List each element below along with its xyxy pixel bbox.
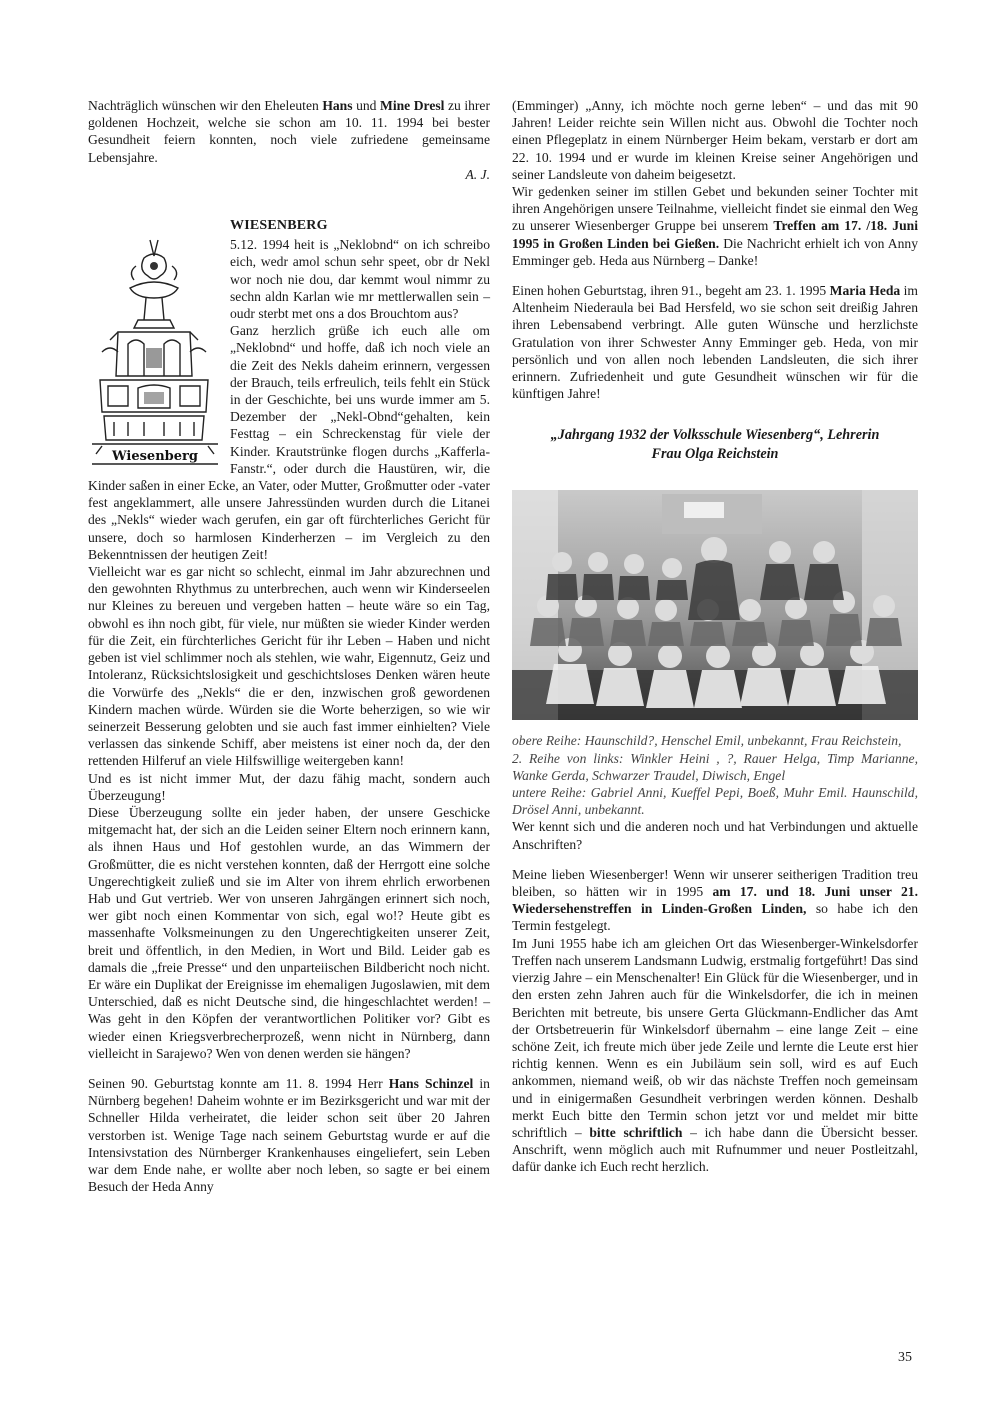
intro-signature-line bbox=[88, 166, 490, 183]
intro-paragraph: Nachträglich wünschen wir den Eheleuten Hans und Mine Dresl zu ihrer goldenen Hochzeit, welche sie schon am 10. 11. 1994 bei bester Gesundheit feiern konnten, noch viele zufriedene gemeinsame Lebensjahre. bbox=[88, 98, 490, 165]
photo-title bbox=[512, 426, 918, 464]
paragraph-meeting-date: Meine lieben Wiesenberger! Wenn wir unserer seitherigen Tradition treu bleiben, so hätten wir in 1995 am 17. und 18. Juni unser 21. Wiedersehenstreffen in Linden-Großen Linden, so habe ich den Termin festgelegt. bbox=[512, 866, 919, 934]
photo-title-line-2: Frau Olga Reichstein bbox=[651, 446, 779, 463]
right-column bbox=[512, 97, 918, 1176]
paragraph-courage: Und es ist nicht immer Mut, der dazu fähig macht, sondern auch Überzeugung! bbox=[88, 770, 490, 803]
paragraph-greeting: Ganz herzlich grüße ich euch alle om „Neklobnd“ und hoffe, daß ich noch viele an die Zeit des Nekls daheim erinnern, vergessen der Brauch, teils erfreulich, teils fehlt ein Stück in der Geschichte, bei uns wurde immer am 5. Dezember der „Nekl-Obnd“gehalten, kein Festtag – ein Schreckenstag für viele der Kinder. Krautstrünke flogen durchs „Kafferla-Fanstr.“, oder durch die Haustüren, wir, die Kinder saßen in einer Ecke, an Vater, oder Mutter, Großmutter oder -vater fest angeklammert, alle unsere Jahressünden wurden durch die Litanei des „Nekls“ wieder wach gerufen, ein gar oft fürchterliches Gericht für unsere, doch so harmlosen Kinderherzen – im Vergleich zu den Bekenntnissen der heutigen Zeit! bbox=[88, 323, 490, 562]
intro-signature: A. J. bbox=[465, 166, 490, 182]
paragraph-reflection: Vielleicht war es gar nicht so schlecht, einmal im Jahr abzurechnen und den gewohnten Rhythmus zu unterbrechen, auch wenn wir Kinderseelen nur Kleines zu bereuen und vergeben hatten – heute wäre so ein Tag, obwohl es ihn noch gibt, für viele, nur müßten sie wieder Kinder werden für die Zeit, ein fürchterliches Gericht für ihr Leben – Haben und nicht geben ist viel schlimmer noch als stehlen, wie wahr, Eigennutz, Geiz und Intoleranz, Rücksichtslosigkeit und geschichtsloses Denken wären heute die Vorwürfe des „Nekls“ die er den, inzwischen groß gewordenen Kindern machen würde. Würden sie die Worte beherzigen, so wie wir seinerzeit Besserung gelobten und sie auch fast immer einhielten? Viele verlassen das sinkende Schiff, aber meistens ist einer noch da, der den rettenden Hilferuf an viele Hilfswillige weitergeben kann! bbox=[88, 564, 490, 769]
paragraph-birthday-heda: Einen hohen Geburtstag, ihren 91., begeht am 23. 1. 1995 Maria Heda im Altenheim Niederaula bei Bad Hersfeld, wo sie schon seit dreißig Jahren ihren Lebensabend verbringt. Alle guten Wünsche und herzlichste Gratulation von ihrer Schwester Anny Emminger geb. Heda, von mir persönlich und von allen noch lebenden Landsleuten, die sich ihrer erinnern. Zufriedenheit und gute Gesundheit wünschen wir für die künftigen Jahre! bbox=[512, 283, 918, 402]
left-column bbox=[88, 97, 490, 1195]
paragraph-emminger: (Emminger) „Anny, ich möchte noch gerne leben“ – und das mit 90 Jahren! Leider reichte sein Willen nicht aus. Obwohl die Tochter noch einen Pflegeplatz in einem Nürnberger Heim bekam, verstarb er dort am 22. 10. 1994 und er wurde im kleinen Kreise seiner Angehörigen und seiner Landsleute von daheim beigesetzt. bbox=[512, 98, 918, 182]
caption-top-row: obere Reihe: Haunschild?, Henschel Emil, unbekannt, Frau Reichstein, bbox=[512, 733, 902, 749]
paragraph-anniversary: Im Juni 1955 habe ich am gleichen Ort das Wiesenberger-Winkelsdorfer Treffen nach unserem Landsmann Ludwig, erstmalig fortgeführt! Das sind vierzig Jahre – ein Menschenalter! Ein Glück für die Wiesenberger, und in den ersten zehn Jahren auch für die Winkelsdorfer, die ich in meinen Berichten mit betreute, bis unsere Gerta Glückmann-Endlicher das Amt der Ortsbetreuerin für Winkelsdorf übernahm – eine lange Zeit – eine schöne Zeit, ich freute mich über jede Zeile und lernte die Leute erst hier richtig kennen. Wenn es ein Jubiläum sein soll, wird es auf Euch ankommen, niemand weiß, ob wir das nächste Treffen noch gemeinsam und in einigermaßen Gesundheit verbringen werden können. Deshalb merkt Euch bitte den Termin schon jetzt vor und meldet mir bitte schriftlich – bitte schriftlich – ich habe dann die Übersicht besser. Anschrift, wenn möglich auch mit Rufnummer und neuer Postleitzahl, dafür danke ich Euch recht herzlich. bbox=[512, 935, 919, 1175]
paragraph-neklobnd: 5.12. 1994 heit is „Neklobnd“ on ich schreibo eich, wedr amol schun sehr speet, obr dr Nekl wor noch nie dou, dar kemmt woul nimmr zu sechn aldn Karlan wie mr mettlerwallen sein – oudr sterbt met ons a dos Brouchtom aus? bbox=[230, 237, 490, 322]
paragraph-remembrance: Wir gedenken seiner im stillen Gebet und bekunden seiner Tochter mit ihren Angehörigen unsere Teilnahme, vielleicht findet sie einmal den Weg zu unserer Wiesenberger Gruppe bei unserem Treffen am 17. /18. Juni 1995 in Großen Linden bei Gießen. Die Nachricht erhielt ich von Anny Emminger geb. Heda aus Nürnberg – Danke! bbox=[512, 184, 918, 268]
paragraph-birthday-schinzel: Seinen 90. Geburtstag konnte am 11. 8. 1994 Herr Hans Schinzel in Nürnberg begehen! Daheim wohnte er im Bezirksgericht und war mit der Schneller Hilda verheiratet, die leider schon seit über 20 Jahren verstorben ist. Wenige Tage nach seinem Geburtstag wurde er auf die Intensivstation des Nürnberger Krankenhauses eingeliefert, sein Leben war dem Ende nahe, er wollte aber noch leben, so sagte er bei einem Besuch der Heda Anny bbox=[88, 1075, 490, 1195]
caption-second-row: 2. Reihe von links: Winkler Heini , ?, Rauer Helga, Timp Marianne, Wanke Gerda, Schwarzer Traudel, Diwisch, Engel bbox=[512, 750, 918, 783]
section-heading-wiesenberg: WIESENBERG bbox=[230, 218, 328, 234]
paragraph-question: Wer kennt sich und die anderen noch und hat Verbindungen und aktuelle Anschriften? bbox=[512, 819, 918, 852]
wiesenberg-fountain-emblem bbox=[88, 236, 222, 466]
paragraph-conviction: Diese Überzeugung sollte ein jeder haben, der unsere Geschicke mitgemacht hat, der sich an die Leiden seiner Eltern noch erinnern kann, als ihnen Haus und Hof gestohlen wurde, an das Wimmern der Großmütter, die es nicht verstehen konnten, daß der Herrgott eine solche Ungerechtigkeit zuließ und sie im Alter von ihrem ehrlich erworbenen Hab und Gut vertrieb. Wer von unseren Jahrgängen erinnert sich noch, wer gibt noch einen Kommentar von sich, egal wo!? Heute gibt es massenhafte Volksmeinungen zu den Ungerechtigkeiten unserer Zeit, breit und öffentlich, in den Medien, in Wort und Bild. Leider gab es damals die „freie Presse“ und den unparteiischen Bildbericht noch nicht. Er wäre ein Duplikat der Ereignisse im ehemaligen Jugoslawien, mit dem Unterschied, daß es nicht Deutsche sind, die hingeschlachtet werden! – Was geht in den Köpfen der verantwortlichen Politiker vor? Gibt es wieder einen Kriegsverbrecherprozeß, wenn nicht in Nürnberg, dann vielleicht in Sarajewo? Wen von denen werden sie hängen? bbox=[88, 804, 490, 1061]
caption-bottom-row: untere Reihe: Gabriel Anni, Kueffel Pepi, Boeß, Muhr Emil. Haunschild, Drösel Anni, unbekannt. bbox=[512, 785, 918, 818]
page-number: 35 bbox=[898, 1350, 912, 1365]
photo-title-line-1: „Jahrgang 1932 der Volksschule Wiesenberg“, Lehrerin bbox=[550, 427, 880, 444]
emblem-caption: Wiesenberg bbox=[112, 449, 198, 465]
class-photo bbox=[512, 490, 918, 720]
photo-caption bbox=[512, 732, 918, 818]
